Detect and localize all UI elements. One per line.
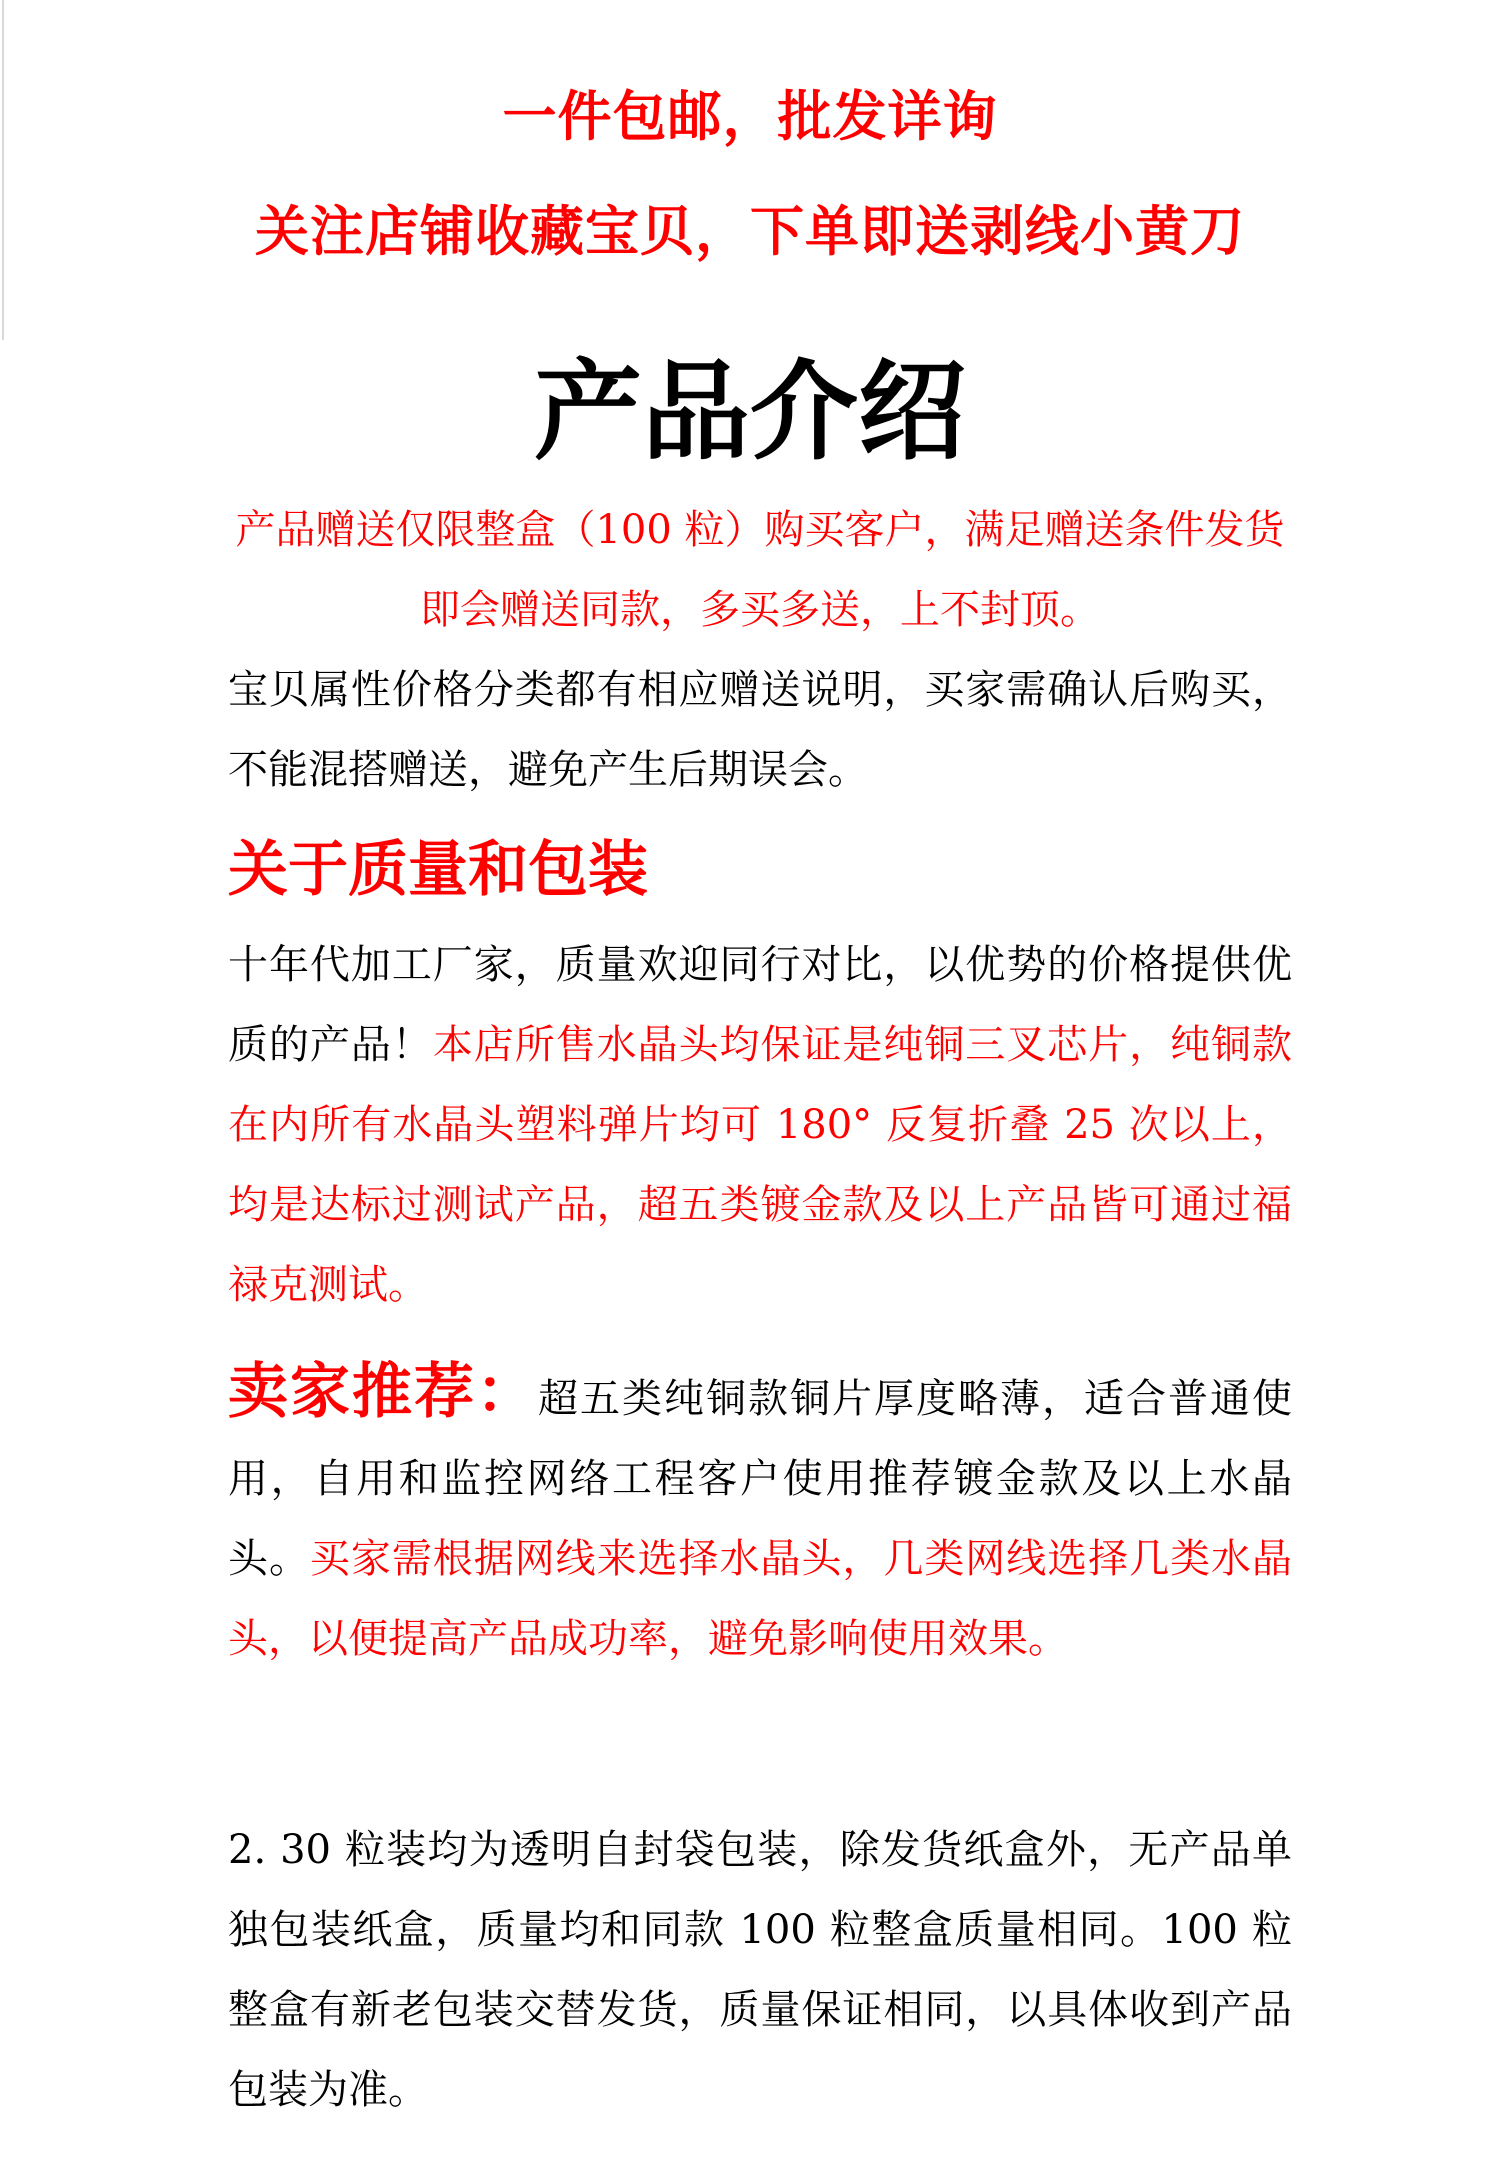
quality-paragraph [228,925,1292,1325]
page-title: 产品介绍 [533,349,966,475]
quality-heading: 关于质量和包装 [228,835,648,905]
quality-text-red: 本店所售水晶头均保证是纯铜三叉芯片，纯铜款在内所有水晶头塑料弹片均可 180° 反复折叠 25 次以上，均是达标过测试产品，超五类镀金款及以上产品皆可通过福禄克测试。 [228,1022,1293,1308]
packaging-paragraph: 2. 30 粒装均为透明自封袋包装，除发货纸盒外，无产品单独包装纸盒，质量均和同款 100 粒整盒质量相同。100 粒整盒有新老包装交替发货，质量保证相同，以具体收到产品包装为准。 [228,1827,1292,2113]
recommend-heading: 卖家推荐： [228,1357,538,1427]
banner-follow-store: 关注店铺收藏宝贝，下单即送剥线小黄刀 [255,200,1245,263]
gift-notice: 产品赠送仅限整盒（100 粒）购买客户，满足赠送条件发货即会赠送同款，多买多送，上不封顶。 [235,507,1285,633]
left-edge-divider [2,0,4,340]
recommend-text-red: 买家需根据网线来选择水晶头，几类网线选择几类水晶头，以便提高产品成功率，避免影响使用效果。 [228,1536,1293,1662]
banner-free-shipping: 一件包邮，批发详询 [502,85,998,148]
recommend-text-black: 超五类纯铜款铜片厚度略薄，适合普通使用，自用和监控网络工程客户使用推荐镀金款及以上水晶头。 [228,1376,1292,1582]
gift-note-paragraph: 宝贝属性价格分类都有相应赠送说明，买家需确认后购买，不能混搭赠送，避免产生后期误会。 [228,667,1292,793]
quality-text-black: 十年代加工厂家，质量欢迎同行对比，以优势的价格提供优质的产品！ [228,942,1292,1068]
recommend-paragraph [228,1352,1292,1679]
